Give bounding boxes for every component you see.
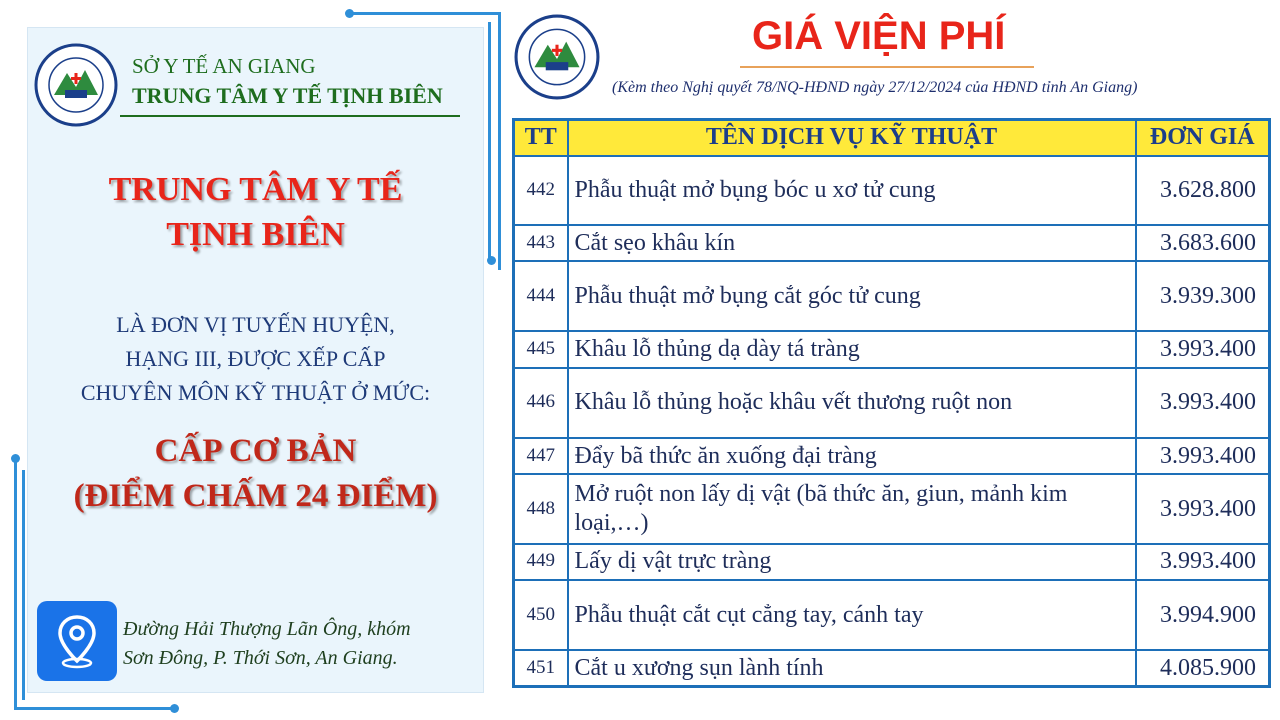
- service-name: Mở ruột non lấy dị vật (bã thức ăn, giun, mảnh kim loại,…): [568, 474, 1136, 543]
- deco-dot: [345, 9, 354, 18]
- deco-dot: [170, 704, 179, 713]
- left-info-panel: [27, 27, 484, 693]
- description-line: CHUYÊN MÔN KỸ THUẬT Ở MỨC:: [80, 380, 431, 405]
- deco-dot: [11, 454, 20, 463]
- column-header-service: TÊN DỊCH VỤ KỸ THUẬT: [568, 120, 1136, 156]
- service-price: 3.683.600: [1136, 225, 1270, 261]
- column-header-price: ĐƠN GIÁ: [1136, 120, 1270, 156]
- description-line: HẠNG III, ĐƯỢC XẾP CẤP: [125, 346, 386, 371]
- service-price: 3.993.400: [1136, 368, 1270, 438]
- service-name: Phẫu thuật cắt cụt cẳng tay, cánh tay: [568, 580, 1136, 650]
- page-title: GIÁ VIỆN PHÍ: [752, 14, 1006, 58]
- deco-line: [14, 458, 17, 710]
- service-name: Đẩy bã thức ăn xuống đại tràng: [568, 438, 1136, 474]
- table-row: [514, 580, 1270, 650]
- title-underline: [740, 66, 1034, 68]
- row-number: 451: [514, 650, 568, 686]
- deco-line: [352, 12, 500, 15]
- service-price: 3.628.800: [1136, 156, 1270, 225]
- deco-line: [498, 12, 501, 270]
- row-number: 450: [514, 580, 568, 650]
- hospital-logo-icon: [34, 43, 118, 127]
- deco-line: [488, 22, 491, 260]
- level-line2: (ĐIỂM CHẤM 24 ĐIỂM): [73, 478, 438, 514]
- table-header-row: [514, 120, 1270, 156]
- row-number: 445: [514, 331, 568, 367]
- org-name-line1: SỞ Y TẾ AN GIANG: [132, 54, 316, 78]
- location-pin-icon: [37, 601, 117, 681]
- table-row: [514, 650, 1270, 686]
- deco-line: [22, 470, 25, 700]
- row-number: 449: [514, 544, 568, 580]
- table-row: [514, 225, 1270, 261]
- service-name: Lấy dị vật trực tràng: [568, 544, 1136, 580]
- service-name: Phẫu thuật mở bụng cắt góc tử cung: [568, 261, 1136, 331]
- service-name: Khâu lỗ thủng hoặc khâu vết thương ruột non: [568, 368, 1136, 438]
- center-title-line1: TRUNG TÂM Y TẾ: [108, 171, 403, 208]
- page-subtitle: (Kèm theo Nghị quyết 78/NQ-HĐND ngày 27/12/2024 của HĐND tỉnh An Giang): [612, 79, 1138, 96]
- service-name: Cắt u xương sụn lành tính: [568, 650, 1136, 686]
- service-price: 3.993.400: [1136, 331, 1270, 367]
- table-row: [514, 261, 1270, 331]
- service-name: Khâu lỗ thủng dạ dày tá tràng: [568, 331, 1136, 367]
- level-line1: CẤP CƠ BẢN: [154, 433, 357, 469]
- row-number: 447: [514, 438, 568, 474]
- price-table: [512, 118, 1271, 688]
- description-line: LÀ ĐƠN VỊ TUYẾN HUYỆN,: [116, 312, 395, 337]
- row-number: 443: [514, 225, 568, 261]
- table-row: [514, 368, 1270, 438]
- service-name: Cắt sẹo khâu kín: [568, 225, 1136, 261]
- service-price: 3.993.400: [1136, 544, 1270, 580]
- hospital-logo-icon: [514, 14, 600, 100]
- address-line2: Sơn Đông, P. Thới Sơn, An Giang.: [123, 647, 398, 669]
- service-price: 3.993.400: [1136, 438, 1270, 474]
- row-number: 442: [514, 156, 568, 225]
- service-price: 4.085.900: [1136, 650, 1270, 686]
- org-underline: [120, 115, 460, 117]
- address-line1: Đường Hải Thượng Lãn Ông, khóm: [123, 618, 411, 640]
- center-title-line2: TỊNH BIÊN: [166, 216, 345, 253]
- column-header-tt: TT: [514, 120, 568, 156]
- service-price: 3.994.900: [1136, 580, 1270, 650]
- service-name: Phẫu thuật mở bụng bóc u xơ tử cung: [568, 156, 1136, 225]
- table-row: [514, 474, 1270, 543]
- row-number: 448: [514, 474, 568, 543]
- service-price: 3.939.300: [1136, 261, 1270, 331]
- table-row: [514, 544, 1270, 580]
- table-row: [514, 438, 1270, 474]
- deco-dot: [487, 256, 496, 265]
- service-price: 3.993.400: [1136, 474, 1270, 543]
- deco-line: [14, 707, 174, 710]
- row-number: 444: [514, 261, 568, 331]
- table-row: [514, 156, 1270, 225]
- org-name-line2: TRUNG TÂM Y TẾ TỊNH BIÊN: [132, 83, 443, 108]
- row-number: 446: [514, 368, 568, 438]
- table-row: [514, 331, 1270, 367]
